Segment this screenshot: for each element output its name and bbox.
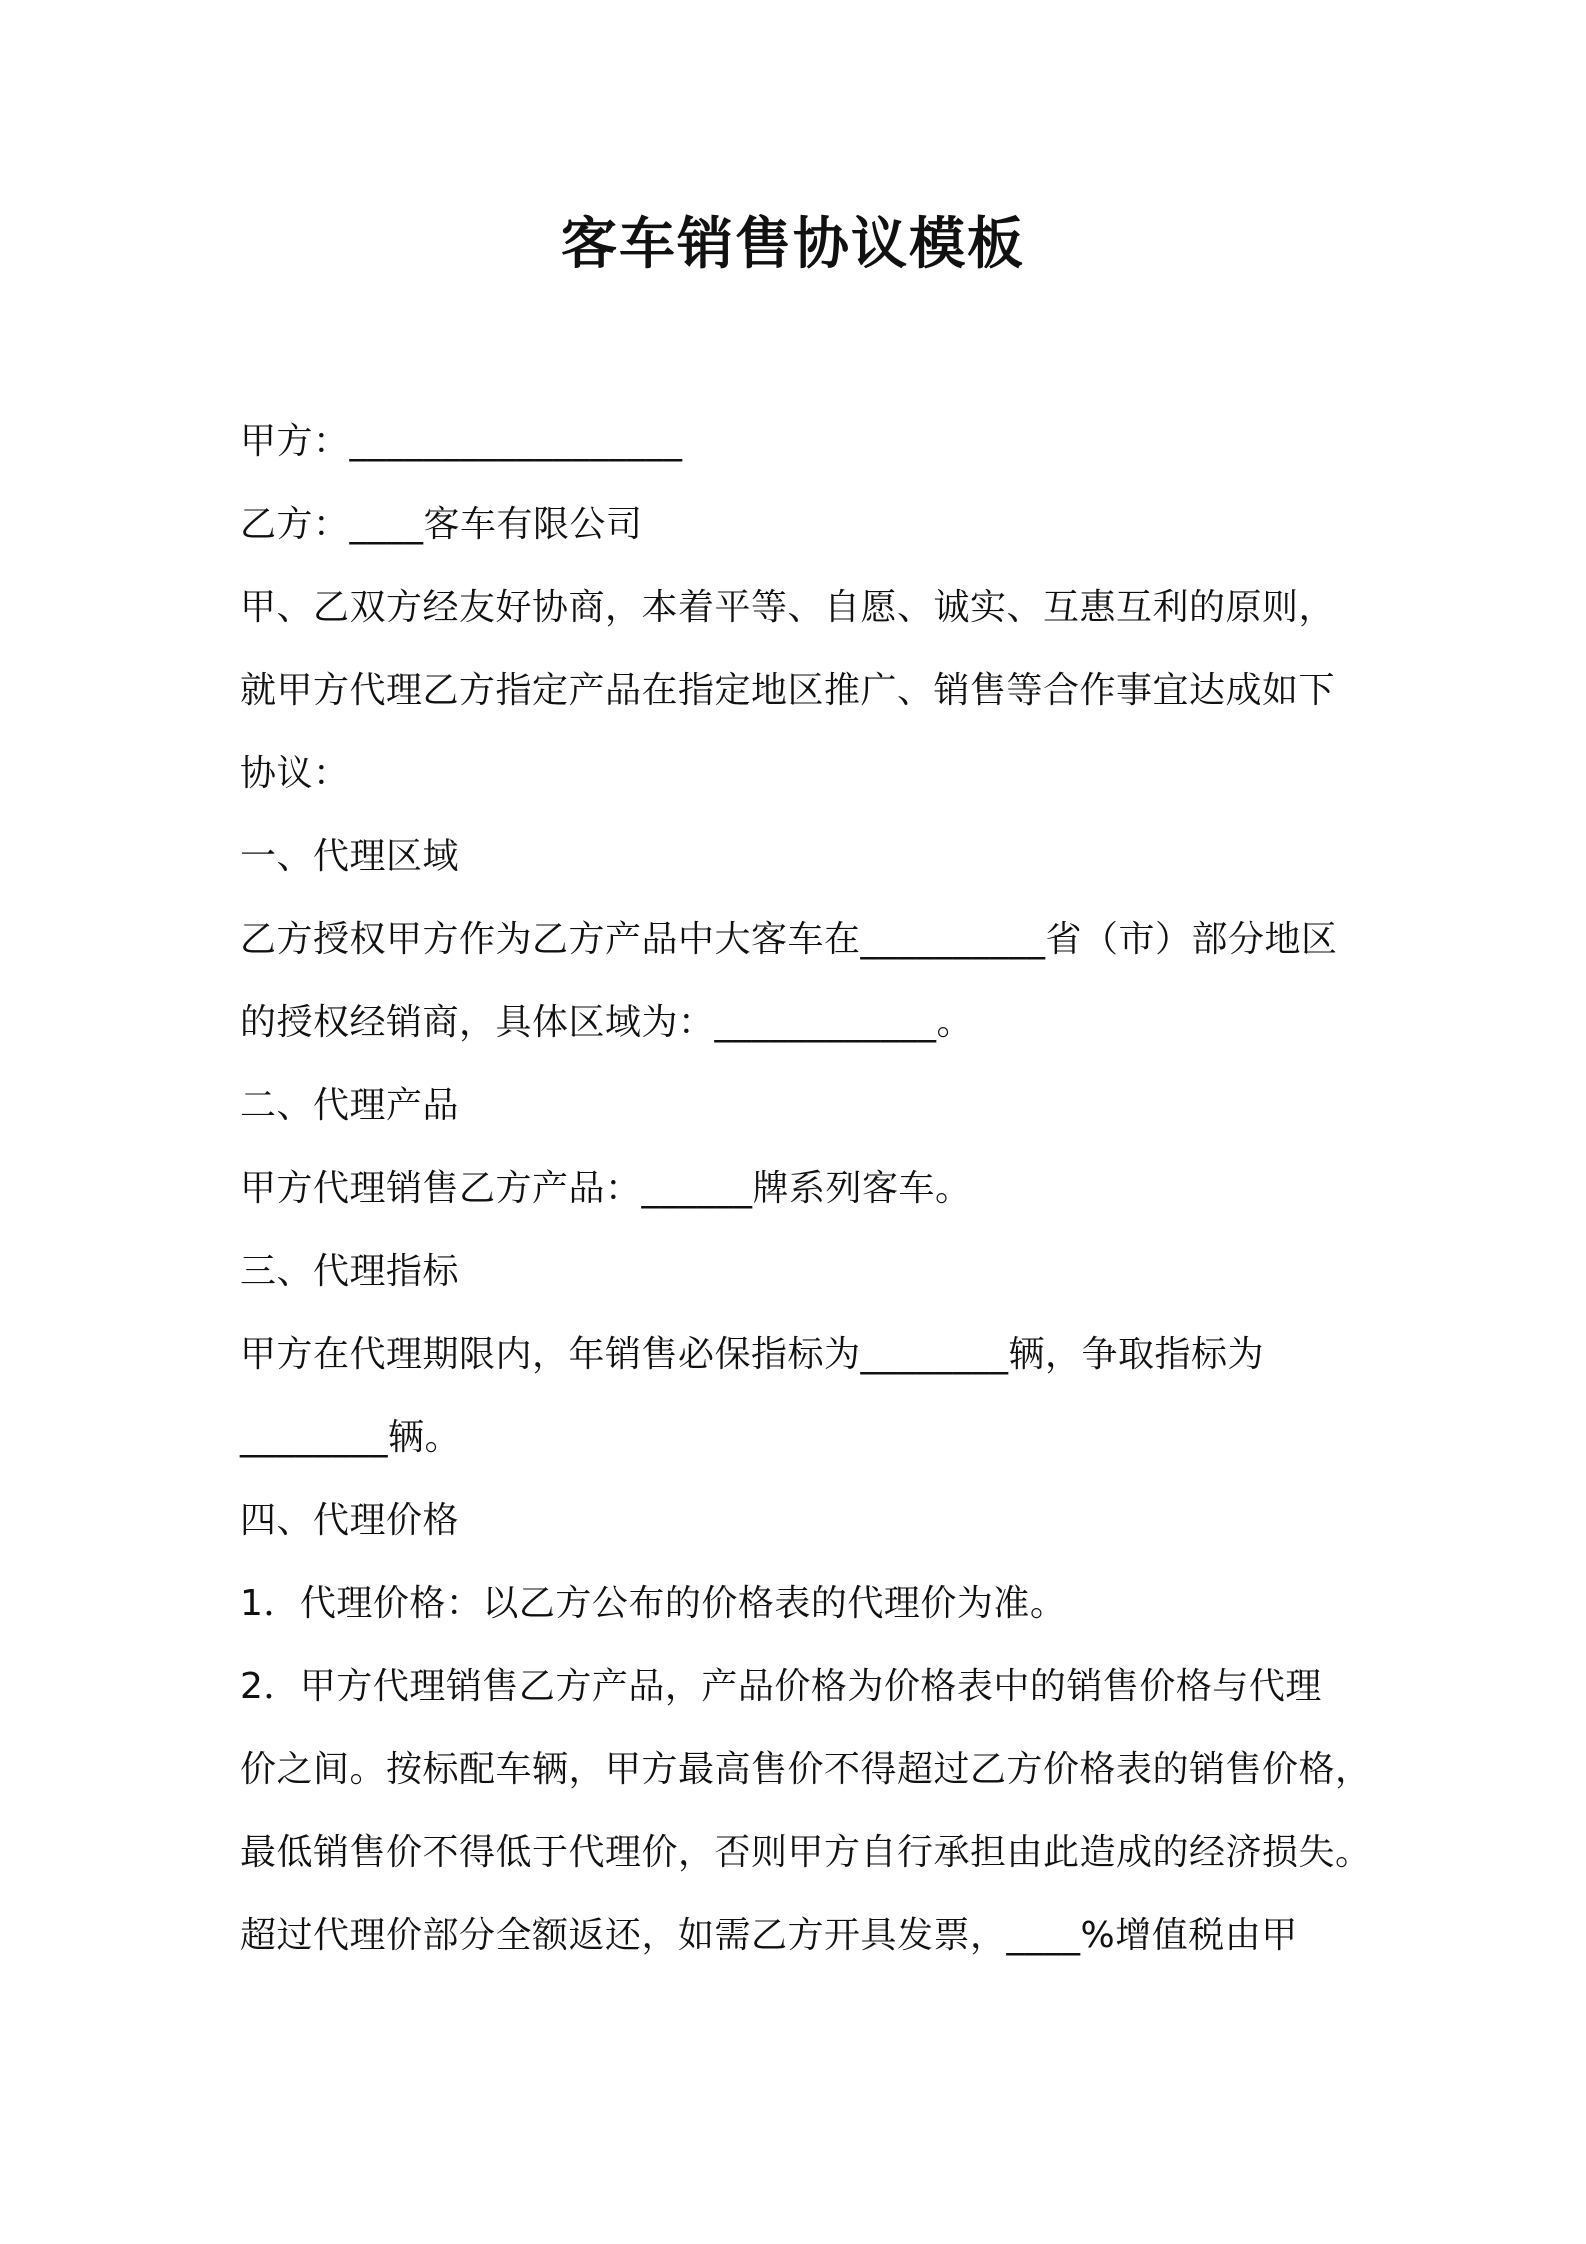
price-item-2-line-1: 2．甲方代理销售乙方产品，产品价格为价格表中的销售价格与代理 <box>240 1666 1322 1707</box>
party-b-line: 乙方：____客车有限公司 <box>240 504 643 545</box>
price-item-2-line-2: 价之间。按标配车辆，甲方最高售价不得超过乙方价格表的销售价格， <box>240 1749 1372 1790</box>
document-body <box>240 400 1390 1977</box>
area-paragraph-line-2: 的授权经销商，具体区域为：____________。 <box>240 1002 974 1043</box>
document-title: 客车销售协议模板 <box>561 212 1025 277</box>
target-paragraph-line-1: 甲方在代理期限内，年销售必保指标为________辆，争取指标为 <box>240 1334 1265 1375</box>
area-paragraph-line-1: 乙方授权甲方作为乙方产品中大客车在__________省（市）部分地区 <box>240 919 1338 960</box>
preamble-line-2: 就甲方代理乙方指定产品在指定地区推广、销售等合作事宜达成如下 <box>240 670 1336 711</box>
product-paragraph: 甲方代理销售乙方产品：______牌系列客车。 <box>240 1168 972 1209</box>
section-heading-price: 四、代理价格 <box>240 1500 460 1541</box>
target-paragraph-line-2: ________辆。 <box>240 1417 462 1458</box>
preamble-line-3: 协议： <box>240 753 350 794</box>
preamble-line-1: 甲、乙双方经友好协商，本着平等、自愿、诚实、互惠互利的原则， <box>240 587 1336 628</box>
section-heading-area: 一、代理区域 <box>240 836 460 877</box>
section-heading-target: 三、代理指标 <box>240 1251 460 1292</box>
price-item-2-line-4: 超过代理价部分全额返还，如需乙方开具发票，____%增值税由甲 <box>240 1915 1298 1956</box>
section-heading-product: 二、代理产品 <box>240 1085 460 1126</box>
price-item-2-line-3: 最低销售价不得低于代理价，否则甲方自行承担由此造成的经济损失。 <box>240 1832 1372 1873</box>
party-a-line: 甲方：__________________ <box>240 421 683 462</box>
price-item-1: 1．代理价格：以乙方公布的价格表的代理价为准。 <box>240 1583 1067 1624</box>
